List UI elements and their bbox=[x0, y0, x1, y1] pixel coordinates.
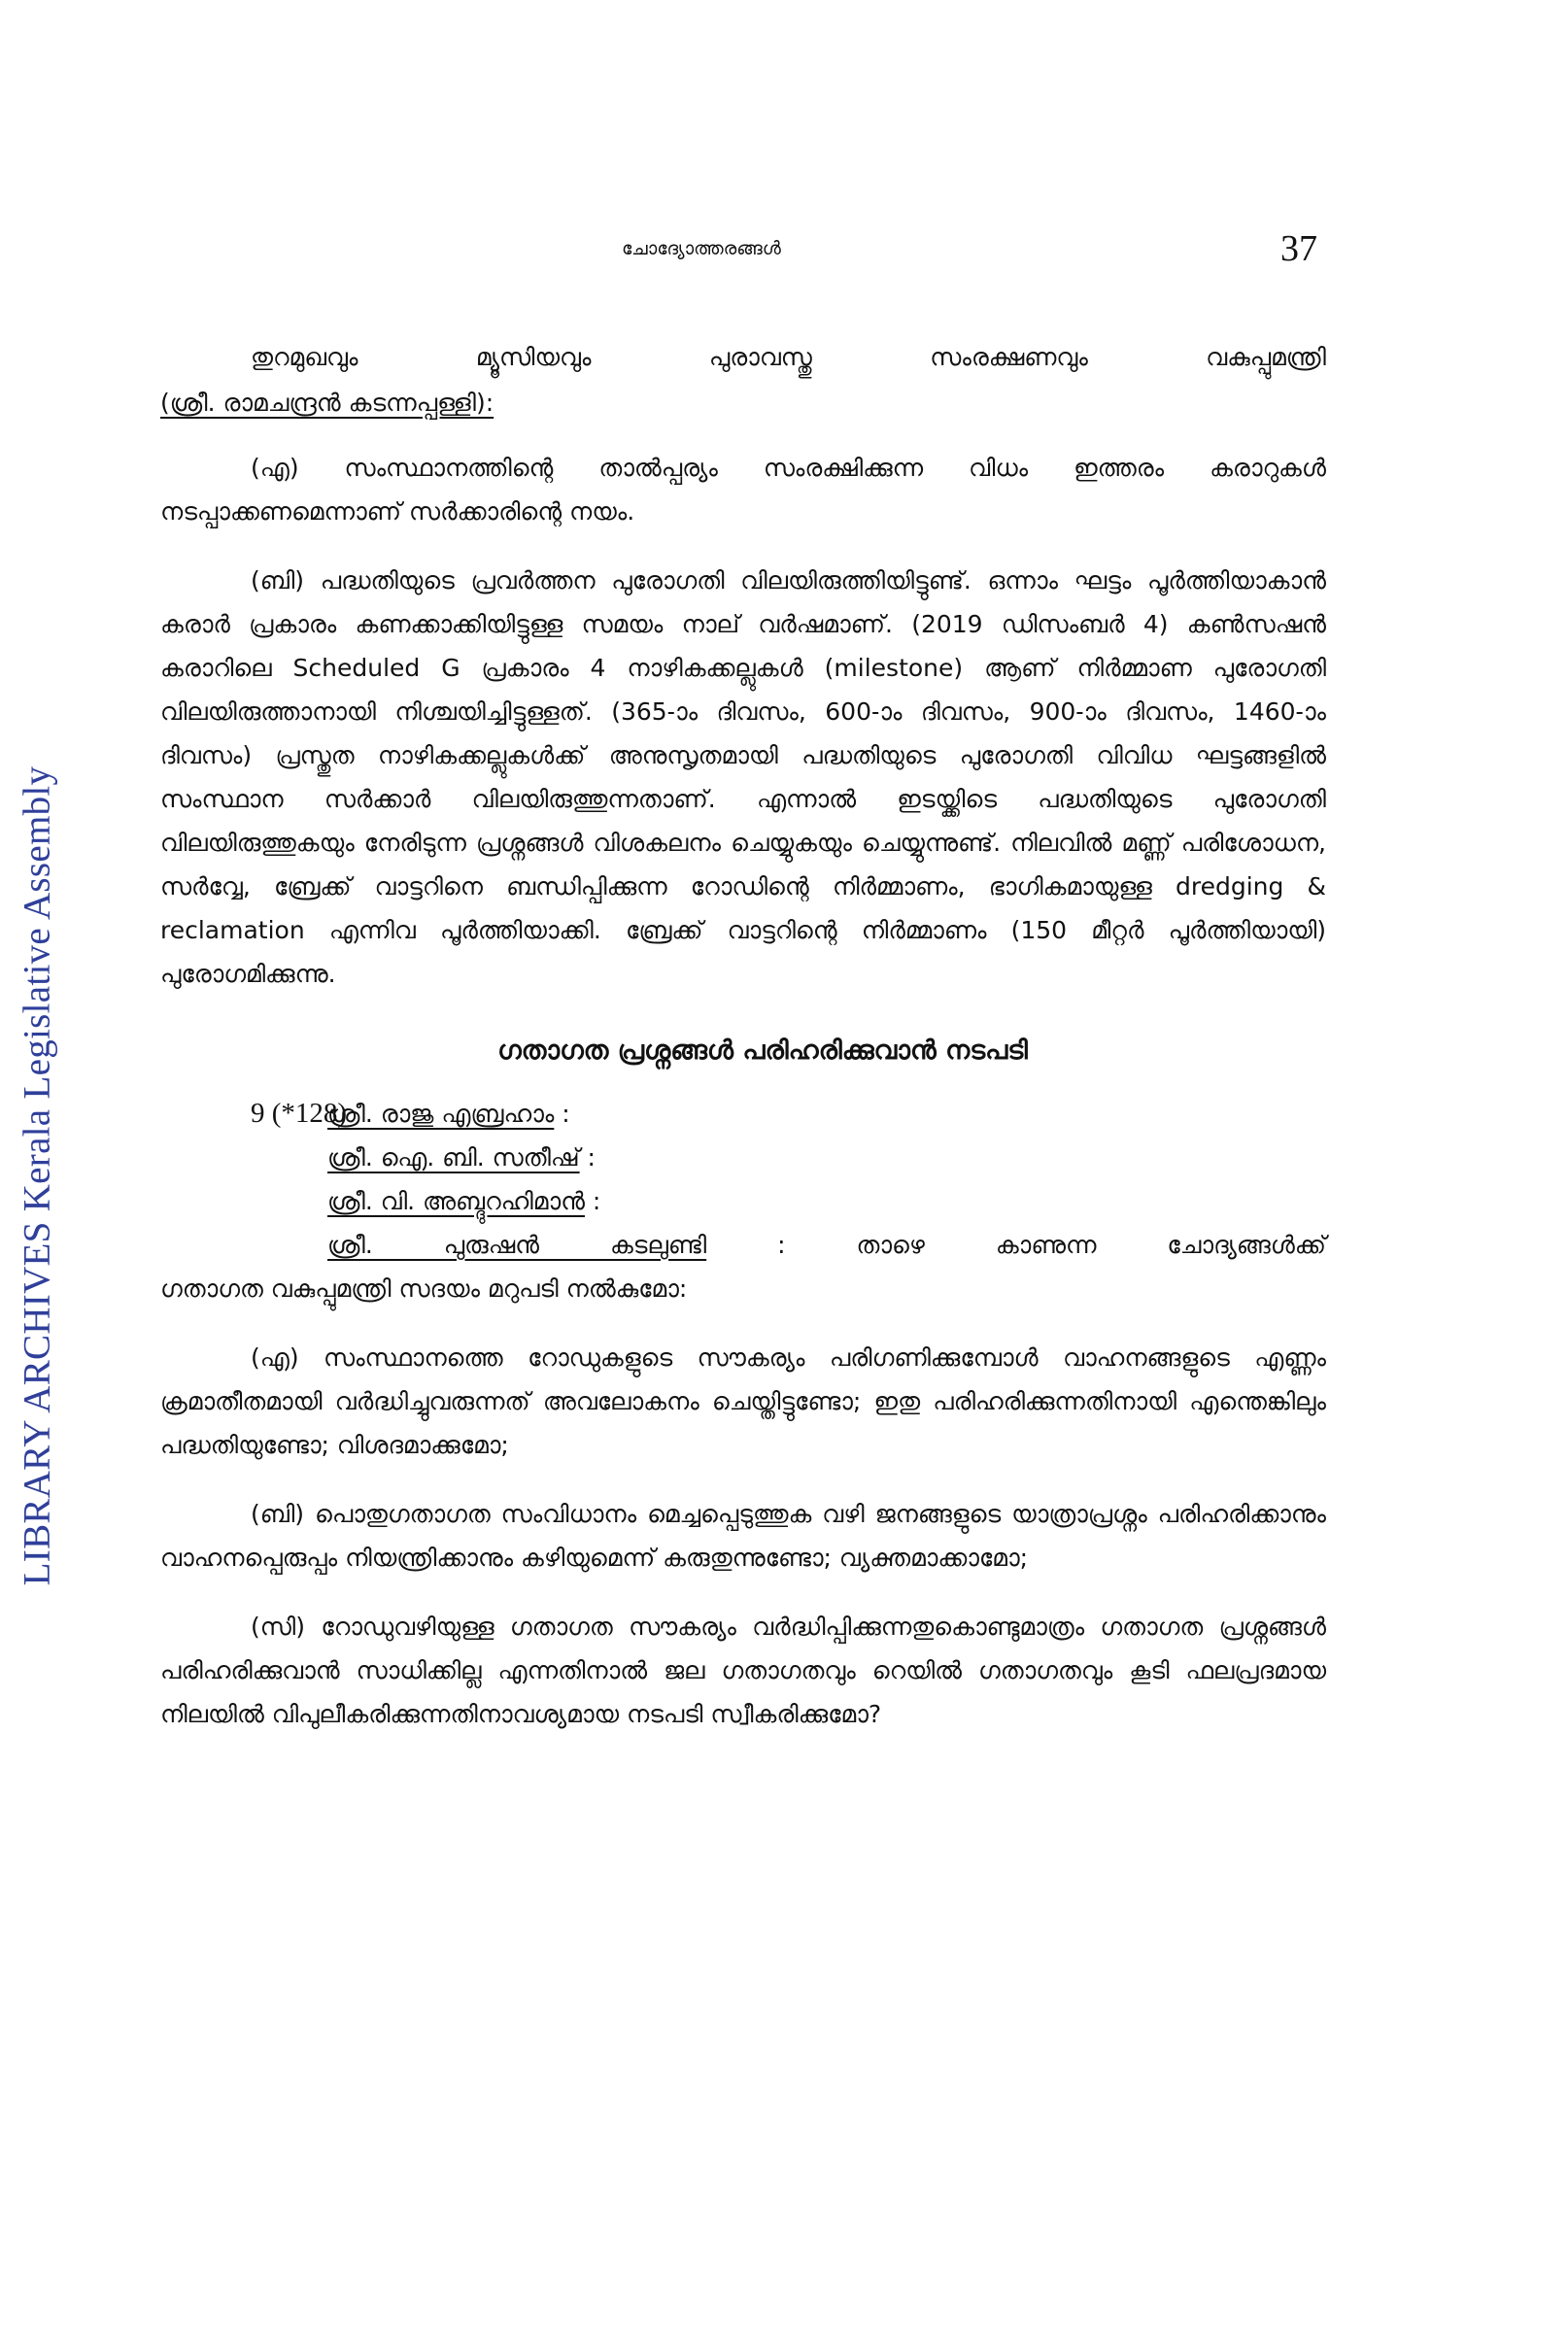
archive-watermark bbox=[8, 636, 66, 1715]
member-entry bbox=[327, 1136, 1326, 1179]
member-name: ശ്രീ. ഐ. ബി. സതീഷ് bbox=[327, 1143, 580, 1172]
question-member-row bbox=[160, 1223, 1326, 1267]
watermark-text: LIBRARY ARCHIVES Kerala Legislative Assembly bbox=[16, 765, 58, 1585]
running-header: ചോദ്യോത്തരങ്ങൾ bbox=[622, 238, 781, 259]
page-content bbox=[160, 335, 1326, 1736]
member-entry bbox=[327, 1092, 1326, 1136]
page-number: 37 bbox=[1280, 228, 1317, 269]
question-part-a: (എ) സംസ്ഥാനത്തെ റോഡുകളുടെ സൗകര്യം പരിഗണിക്കുമ്പോൾ വാഹനങ്ങളുടെ എണ്ണം ക്രമാതീതമായി വർദ്ധിച്ചുവരുന്നത് അവലോകനം ചെയ്തിട്ടുണ്ടോ; ഇതു പരിഹരിക്കുന്നതിനായി എന്തെങ്കിലും പദ്ധതിയുണ്ടോ; വിശദമാക്കുമോ; bbox=[160, 1343, 1326, 1459]
question-part-b: (ബി) പൊതുഗതാഗത സംവിധാനം മെച്ചപ്പെടുത്തുക വഴി ജനങ്ങളുടെ യാത്രാപ്രശ്നം പരിഹരിക്കാനും വാഹനപ്പെരുപ്പം നിയന്ത്രിക്കാനും കഴിയുമെന്ന് കരുതുന്നുണ്ടോ; വ്യക്തമാക്കാമോ; bbox=[160, 1500, 1326, 1572]
minister-title-word: സംരക്ഷണവും bbox=[930, 343, 1088, 371]
question-member-row bbox=[160, 1092, 1326, 1136]
question-number: 9 (*128) bbox=[251, 1098, 348, 1129]
member-name: ശ്രീ. പുരുഷൻ കടലുണ്ടി bbox=[327, 1231, 707, 1259]
member-separator: : bbox=[584, 1187, 601, 1215]
minister-title-word: വകുപ്പുമന്ത്രി bbox=[1206, 343, 1326, 371]
minister-title-word: മ്യൂസിയവും bbox=[475, 343, 592, 371]
member-entry bbox=[327, 1223, 1326, 1267]
section-heading: ഗതാഗത പ്രശ്നങ്ങൾ പരിഹരിക്കുവാൻ നടപടി bbox=[497, 1036, 1028, 1066]
member-name: ശ്രീ. വി. അബ്ദുറഹിമാൻ bbox=[327, 1187, 585, 1215]
answer-a: (എ) സംസ്ഥാനത്തിന്റെ താൽപ്പര്യം സംരക്ഷിക്കുന്ന വിധം ഇത്തരം കരാറുകൾ നടപ്പാക്കണമെന്നാണ് സർക്കാരിന്റെ നയം. bbox=[160, 454, 1326, 526]
minister-title-word: തുറമുഖവും bbox=[251, 343, 358, 371]
question-addressee: ഗതാഗത വകുപ്പുമന്ത്രി സദയം മറുപടി നൽകുമോ: bbox=[160, 1274, 688, 1303]
member-separator: : bbox=[579, 1143, 596, 1172]
minister-name: (ശ്രീ. രാമചന്ദ്രൻ കടന്നപ്പള്ളി): bbox=[160, 389, 494, 417]
question-part-c: (സി) റോഡുവഴിയുള്ള ഗതാഗത സൗകര്യം വർദ്ധിപ്പിക്കുന്നതുകൊണ്ടുമാത്രം ഗതാഗത പ്രശ്നങ്ങൾ പരിഹരിക്കുവാൻ സാധിക്കില്ല എന്നതിനാൽ ജല ഗതാഗതവും റെയിൽ ഗതാഗതവും കൂടി ഫലപ്രദമായ നിലയിൽ വിപുലീകരിക്കുന്നതിനാവശ്യമായ നടപടി സ്വീകരിക്കുമോ? bbox=[160, 1613, 1326, 1728]
minister-name-line bbox=[160, 381, 1326, 425]
minister-title-line bbox=[160, 335, 1326, 379]
question-member-row bbox=[160, 1136, 1326, 1179]
question-members-block bbox=[160, 1092, 1326, 1310]
member-name: ശ്രീ. രാജു എബ്രഹാം bbox=[327, 1100, 555, 1128]
minister-title-word: പുരാവസ്തു bbox=[708, 343, 812, 371]
question-member-row bbox=[160, 1179, 1326, 1223]
member-separator: : bbox=[706, 1231, 786, 1259]
member-separator: : bbox=[554, 1100, 570, 1128]
question-intro: താഴെ കാണുന്ന ചോദ്യങ്ങൾക്ക് bbox=[856, 1231, 1326, 1259]
member-entry bbox=[327, 1179, 1326, 1223]
answer-b: (ബി) പദ്ധതിയുടെ പ്രവർത്തന പുരോഗതി വിലയിരുത്തിയിട്ടുണ്ട്. ഒന്നാം ഘട്ടം പൂർത്തിയാകാൻ കരാർ പ്രകാരം കണക്കാക്കിയിട്ടുള്ള സമയം നാല് വർഷമാണ്. (2019 ഡിസംബർ 4) കൺസഷൻ കരാറിലെ Scheduled G പ്രകാരം 4 നാഴികക്കല്ലുകൾ (milestone) ആണ് നിർമ്മാണ പുരോഗതി വിലയിരുത്താനായി നിശ്ചയിച്ചിട്ടുള്ളത്. (365-ാം ദിവസം, 600-ാം ദിവസം, 900-ാം ദിവസം, 1460-ാം ദിവസം) പ്രസ്തുത നാഴികക്കല്ലുകൾക്ക് അനുസൃതമായി പദ്ധതിയുടെ പുരോഗതി വിവിധ ഘട്ടങ്ങളിൽ സംസ്ഥാന സർക്കാർ വിലയിരുത്തുന്നതാണ്. എന്നാൽ ഇടയ്ക്കിടെ പദ്ധതിയുടെ പുരോഗതി വിലയിരുത്തുകയും നേരിടുന്ന പ്രശ്നങ്ങൾ വിശകലനം ചെയ്യുകയും ചെയ്യുന്നുണ്ട്. നിലവിൽ മണ്ണ് പരിശോധന, സർവ്വേ, ബ്രേക്ക് വാട്ടറിനെ ബന്ധിപ്പിക്കുന്ന റോഡിന്റെ നിർമ്മാണം, ഭാഗികമായുള്ള dredging & reclamation എന്നിവ പൂർത്തിയാക്കി. ബ്രേക്ക് വാട്ടറിന്റെ നിർമ്മാണം (150 മീറ്റർ പൂർത്തിയായി) പുരോഗമിക്കുന്നു. bbox=[160, 566, 1326, 988]
